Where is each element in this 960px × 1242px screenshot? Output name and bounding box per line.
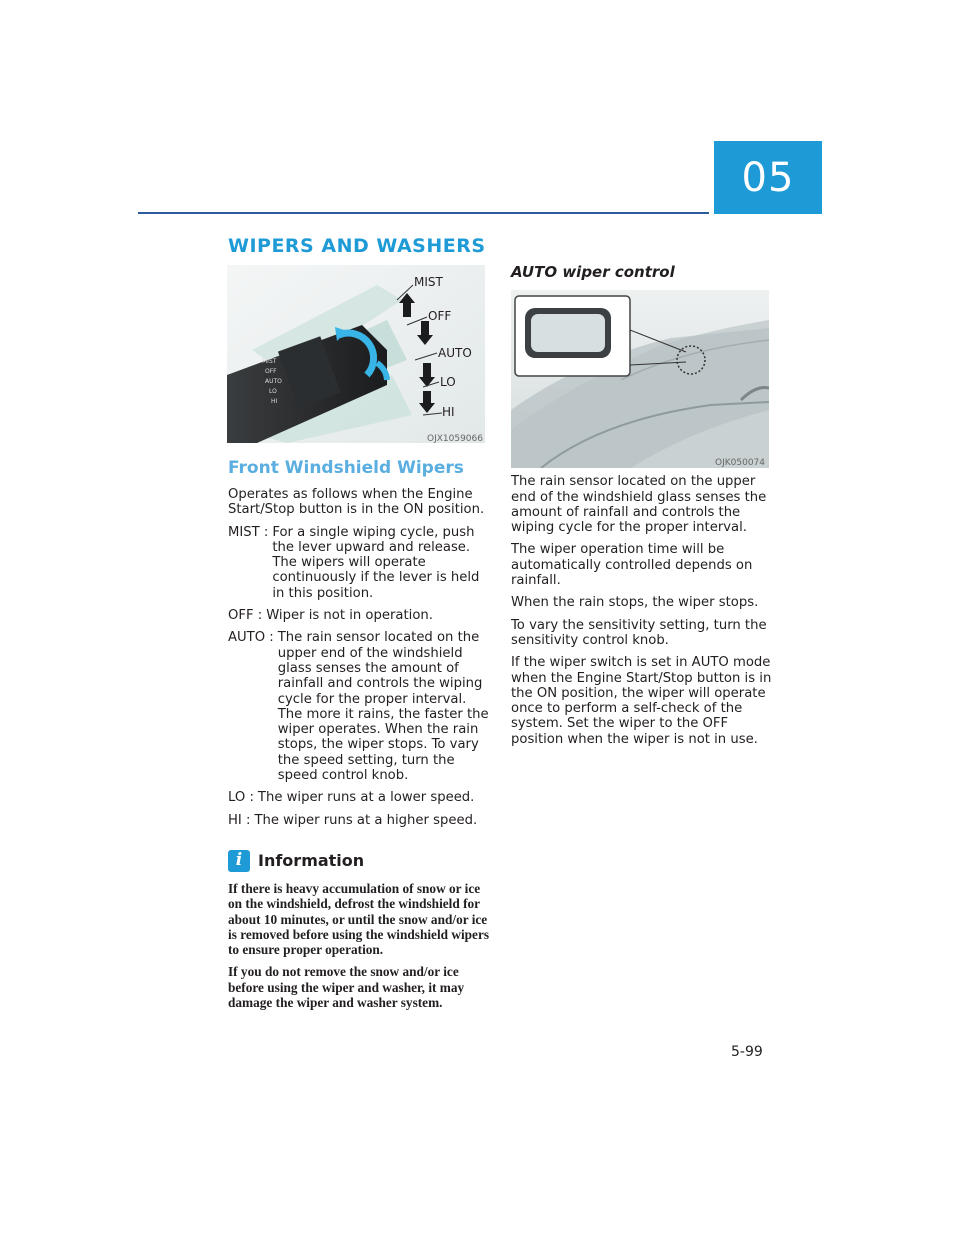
left-column <box>228 458 490 1017</box>
info-icon: i <box>228 850 250 872</box>
rain-sensor-figure <box>511 290 769 468</box>
page-number: 5-99 <box>731 1044 763 1060</box>
callout-hi: HI <box>442 405 455 419</box>
auto-wiper-heading: AUTO wiper control <box>511 263 675 281</box>
chapter-tab: 05 <box>714 141 822 214</box>
information-title: Information <box>258 851 365 871</box>
front-wipers-heading: Front Windshield Wipers <box>228 458 464 478</box>
auto-paragraph: The wiper operation time will be automatically controlled depends on rainfall. <box>511 542 753 589</box>
auto-paragraph: If the wiper switch is set in AUTO mode when the Engine Start/Stop button is in the ON position, the wiper will operate once to perform a self-check of the system. Set the wiper to the OFF position when the wiper is not in use. <box>511 655 772 747</box>
svg-text:HI: HI <box>271 398 278 405</box>
wiper-modes-list <box>228 525 490 828</box>
auto-paragraph: When the rain stops, the wiper stops. <box>511 595 759 611</box>
information-paragraph: If you do not remove the snow and/or ice before using the wiper and washer, it may damage the wiper and washer system. <box>228 964 465 1011</box>
mode-item: AUTO : The rain sensor located on the upper end of the windshield glass senses the amount of rainfall and controls the wiping cycle for the proper interval. The more it rains, the faster the wiper operates. When the rain stops, the wiper stops. To vary the speed setting, turn the speed control knob. <box>228 630 489 784</box>
mode-item: LO : The wiper runs at a lower speed. <box>228 790 475 806</box>
callout-mist: MIST <box>414 275 443 289</box>
svg-text:AUTO: AUTO <box>265 378 282 385</box>
callout-off: OFF <box>428 309 452 323</box>
callout-auto: AUTO <box>438 346 472 360</box>
mode-item: HI : The wiper runs at a higher speed. <box>228 812 478 828</box>
wiper-lever-figure <box>227 265 485 443</box>
svg-text:MIST: MIST <box>262 358 277 365</box>
svg-text:LO: LO <box>269 388 277 395</box>
information-paragraph: If there is heavy accumulation of snow or ice on the windshield, defrost the windshield for about 10 minutes, or until the snow and/or ice is removed before using the windshield wipers to ensure proper operation. <box>228 880 490 958</box>
header-rule <box>138 212 709 214</box>
mode-item: OFF : Wiper is not in operation. <box>228 608 433 624</box>
figure2-code: OJK050074 <box>715 458 765 468</box>
auto-paragraph: To vary the sensitivity setting, turn the sensitivity control knob. <box>511 617 767 648</box>
front-wipers-intro: Operates as follows when the Engine Start/Stop button is in the ON position. <box>228 487 485 518</box>
information-header <box>228 850 490 872</box>
auto-paragraph: The rain sensor located on the upper end of the windshield glass senses the amount of rainfall and controls the wiping cycle for the proper interval. <box>511 474 767 536</box>
figure1-code: OJX1059066 <box>427 434 483 444</box>
section-title: WIPERS AND WASHERS <box>228 235 486 257</box>
mode-item: MIST : For a single wiping cycle, push the lever upward and release. The wipers will operate continuously if the lever is held in this position. <box>228 524 480 601</box>
right-column <box>511 265 773 754</box>
callout-lo: LO <box>440 375 456 389</box>
svg-text:OFF: OFF <box>265 368 277 375</box>
